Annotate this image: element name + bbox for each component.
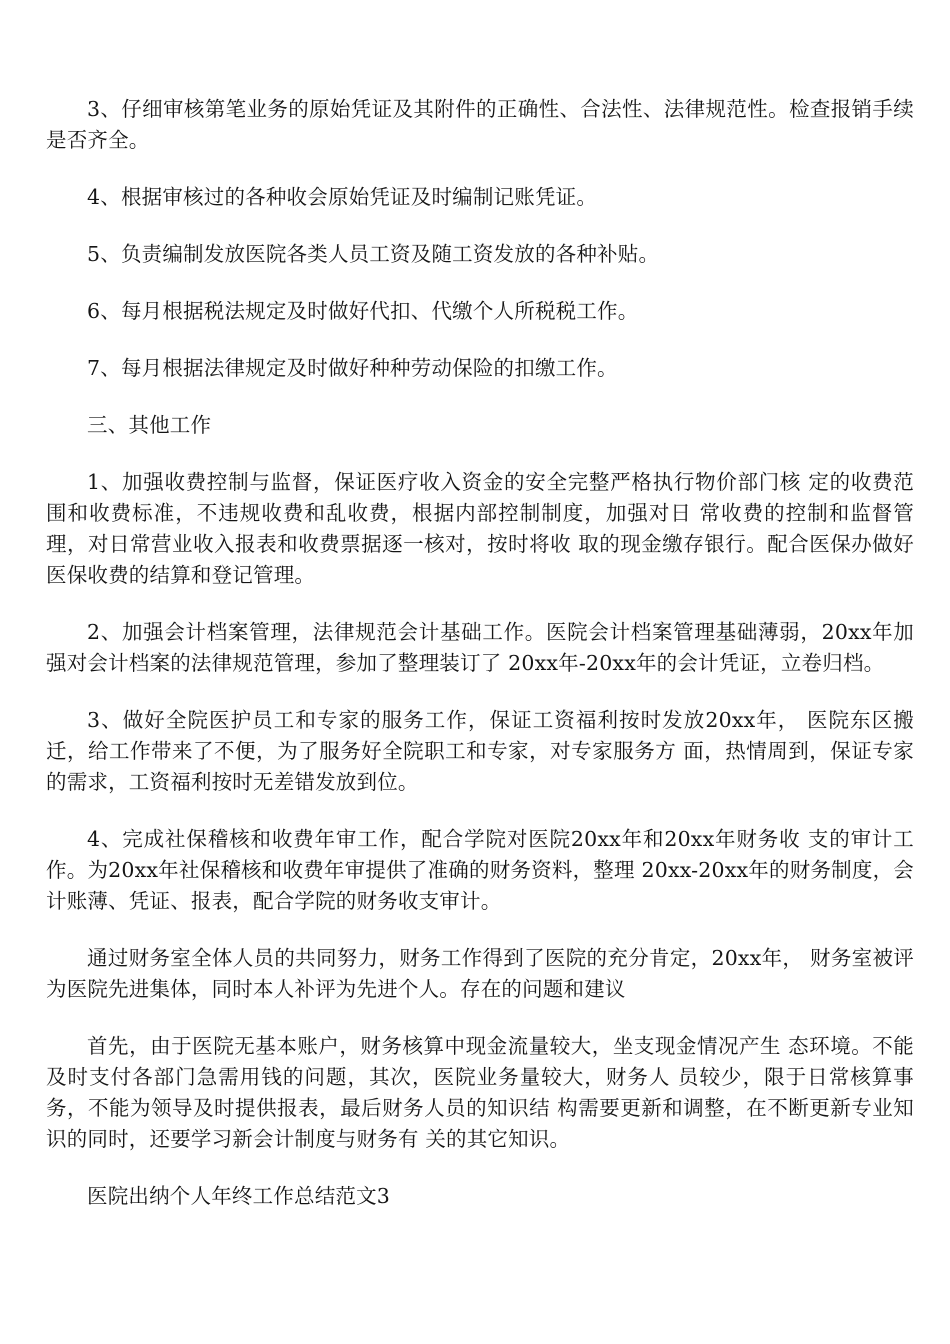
paragraph-achievements: 通过财务室全体人员的共同努力，财务工作得到了医院的充分肯定，20xx年， 财务室被评为医院先进集体，同时本人补评为先进个人。存在的问题和建议	[46, 946, 914, 1001]
paragraph-archive-management: 2、加强会计档案管理，法律规范会计基础工作。医院会计档案管理基础薄弱，20xx年加强对会计档案的法律规范管理，参加了整理装订了 20xx年-20xx年的会计凭证，立卷归档。	[46, 620, 914, 675]
paragraph-review-vouchers: 3、仔细审核第笔业务的原始凭证及其附件的正确性、合法性、法律规范性。检查报销手续是否齐全。	[46, 97, 914, 152]
paragraph-tax-withholding: 6、每月根据税法规定及时做好代扣、代缴个人所税税工作。	[87, 299, 639, 323]
paragraph-payroll: 5、负责编制发放医院各类人员工资及随工资发放的各种补贴。	[87, 242, 660, 266]
paragraph-social-security-audit: 4、完成社保稽核和收费年审工作，配合学院对医院20xx年和20xx年财务收 支的审计工作。为20xx年社保稽核和收费年审提供了准确的财务资料，整理 20xx-20xx年的财务制度，会计账薄、凭证、报表，配合学院的财务收支审计。	[46, 827, 914, 913]
paragraph-staff-service: 3、做好全院医护员工和专家的服务工作，保证工资福利按时发放20xx年， 医院东区搬迁，给工作带来了不便，为了服务好全院职工和专家，对专家服务方 面，热情周到，保证专家的需求，工资福利按时无差错发放到位。	[46, 708, 914, 794]
paragraph-prepare-vouchers: 4、根据审核过的各种收会原始凭证及时编制记账凭证。	[87, 185, 598, 209]
paragraph-next-title: 医院出纳个人年终工作总结范文3	[87, 1184, 391, 1208]
section-heading-other-work: 三、其他工作	[87, 413, 212, 437]
paragraph-insurance: 7、每月根据法律规定及时做好种种劳动保险的扣缴工作。	[87, 356, 618, 380]
paragraph-problems: 首先，由于医院无基本账户，财务核算中现金流量较大，坐支现金情况产生 态环境。不能及时支付各部门急需用钱的问题，其次，医院业务量较大，财务人 员较少，限于日常核算事务，不能为领导及时提供报表，最后财务人员的知识结 构需要更新和调整，在不断更新专业知识的同时，还要学习新会计制度与财务有 关的其它知识。	[46, 1034, 914, 1151]
paragraph-fee-control: 1、加强收费控制与监督，保证医疗收入资金的安全完整严格执行物价部门核 定的收费范围和收费标准，不违规收费和乱收费，根据内部控制制度，加强对日 常收费的控制和监督管理，对日常营业收入报表和收费票据逐一核对，按时将收 取的现金缴存银行。配合医保办做好医保收费的结算和登记管理。	[46, 470, 914, 587]
